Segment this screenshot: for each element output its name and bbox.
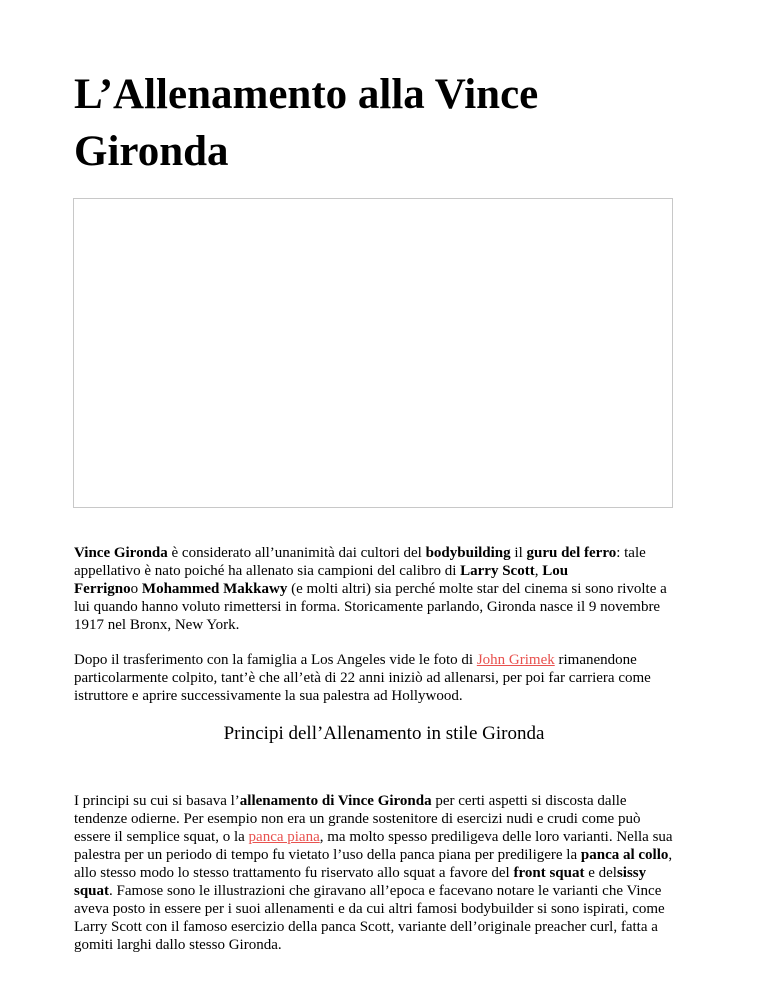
bold-text: Lou [542,563,569,579]
text: appellativo è nato poiché ha allenato sia campioni del calibro di [74,563,461,579]
text-line: gomiti larghi dallo stesso Gironda. [74,937,282,953]
text: rimanendone [554,652,637,668]
text-line [74,580,710,598]
bold-text: Larry Scott [460,563,535,579]
paragraph-principles [74,792,710,954]
text-line: aveva posto in essere per i suoi allenamenti e da cui altri famosi bodybuilder si sono ispirati, come [74,901,665,917]
text-line [74,846,710,864]
paragraph-background [74,651,710,705]
bold-text: guru del ferro [526,545,617,561]
title-line: Gironda [74,128,229,175]
text: , [668,847,673,863]
text: I principi su cui si basava l’ [74,793,240,809]
text: . Famose sono le illustrazioni che giravano all’epoca e facevano notare le varianti che Vince [109,883,662,899]
text: per certi aspetti si discosta dalle [431,793,627,809]
text-line [74,828,710,846]
text: : tale [616,545,646,561]
text: e del [584,865,617,881]
text-line: particolarmente colpito, tant’è che all’età di 22 anni iniziò ad allenarsi, per poi far carriera come [74,670,651,686]
john-grimek-link[interactable]: John Grimek [476,652,555,668]
text-line [74,792,710,810]
text-line: lui quando hanno voluto rimettersi in forma. Storicamente parlando, Gironda nasce il 9 novembre [74,599,661,615]
text-line: Larry Scott con il famoso esercizio della panca Scott, variante dell’originale preacher curl, fatta a [74,919,658,935]
text-line [74,562,710,580]
text: Dopo il trasferimento con la famiglia a Los Angeles vide le foto di [74,652,477,668]
text: , [534,563,543,579]
text-line: tendenze odierne. Per esempio non era un grande sostenitore di esercizi nudi e crudi come può [74,811,641,827]
text: , ma molto spesso prediligeva delle loro varianti. Nella sua [319,829,673,845]
text: o [130,581,142,597]
text: il [510,545,527,561]
text-line [74,544,710,562]
bold-text: Ferrigno [74,581,131,597]
bold-text: squat [74,883,110,899]
text: allo stesso modo lo stesso trattamento fu riservato allo squat a favore del [74,865,514,881]
bold-text: Mohammed Makkawy [141,581,288,597]
text: palestra per un periodo di tempo fu vietato l’uso della panca piana per prediligere la [74,847,581,863]
bold-text: bodybuilding [425,545,511,561]
text-line [74,882,710,900]
article-title [74,66,674,180]
image-placeholder [73,198,673,508]
section-heading: Principi dell’Allenamento in stile Gironda [223,723,545,744]
paragraph-intro [74,544,710,634]
title-line: L’Allenamento alla Vince [74,71,539,118]
bold-text: panca al collo [580,847,669,863]
text-line: 1917 nel Bronx, New York. [74,617,240,633]
text-line [74,864,710,882]
panca-piana-link[interactable]: panca piana [248,829,320,845]
bold-text: front squat [513,865,585,881]
text: (e molti altri) sia perché molte star del cinema si sono rivolte a [287,581,667,597]
text-line [74,651,710,669]
text: è considerato all’unanimità dai cultori del [167,545,426,561]
bold-text: Vince Gironda [74,545,168,561]
text: essere il semplice squat, o la [74,829,249,845]
bold-text: sissy [616,865,647,881]
text-line: istruttore e aprire successivamente la sua palestra ad Hollywood. [74,688,463,704]
bold-text: allenamento di Vince Gironda [239,793,432,809]
